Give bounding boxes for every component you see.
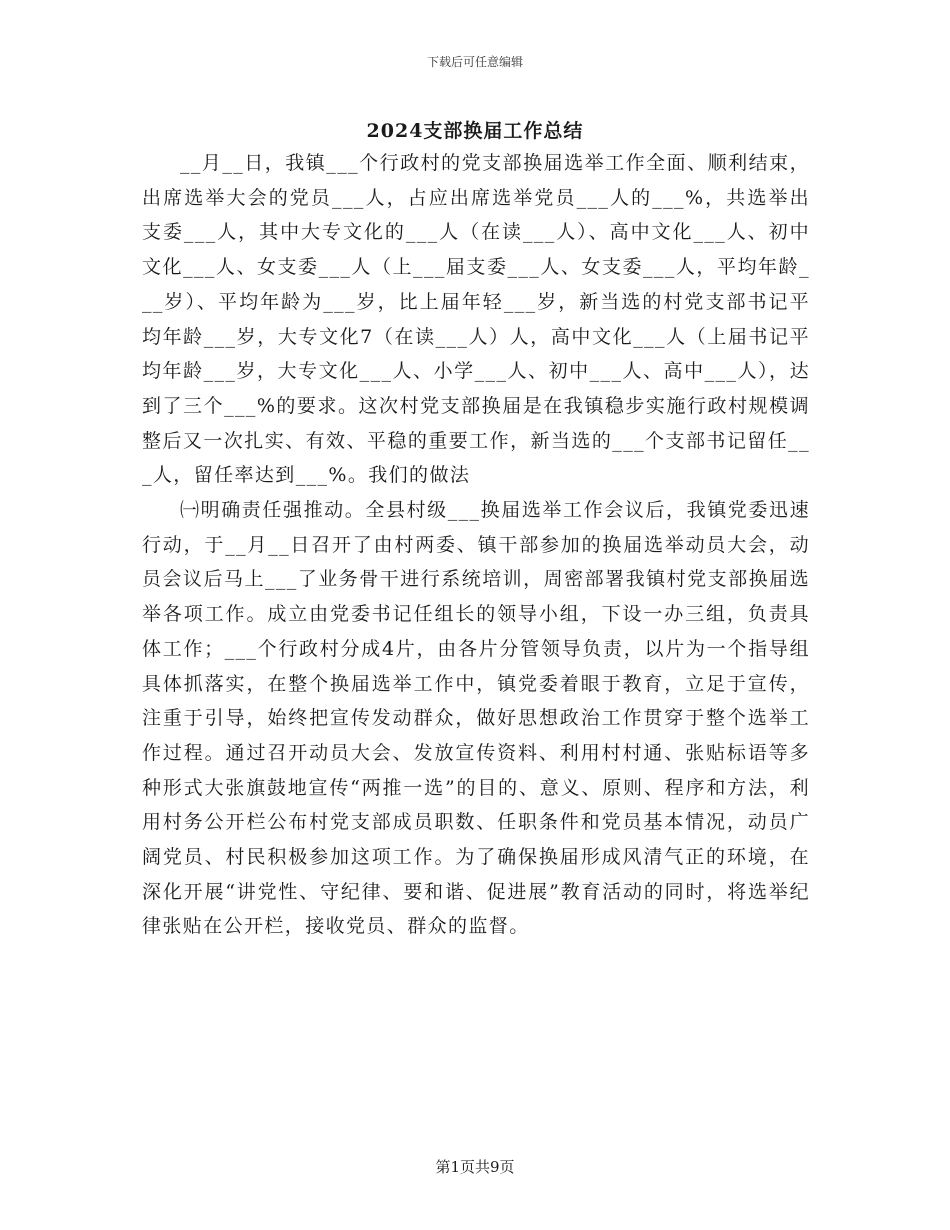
paragraph-responsibility: ㈠明确责任强推动。全县村级___换届选举工作会议后，我镇党委迅速行动，于__月__日召开了由村两委、镇干部参加的换届选举动员大会，动员会议后马上___了业务骨干进行系统培训，周密部署我镇村党支部换届选举各项工作。成立由党委书记任组长的领导小组，下设一办三组，负责具体工作；___个行政村分成4片，由各片分管领导负责，以片为一个指导组具体抓落实，在整个换届选举工作中，镇党委着眼于教育，立足于宣传，注重于引导，始终把宣传发动群众，做好思想政治工作贯穿于整个选举工作过程。通过召开动员大会、发放宣传资料、利用村村通、张贴标语等多种形式大张旗鼓地宣传“两推一选”的目的、意义、原则、程序和方法，利用村务公开栏公布村党支部成员职数、任职条件和党员基本情况，动员广阔党员、村民积极参加这项工作。为了确保换届形成风清气正的环境，在深化开展“讲党性、守纪律、要和谐、促进展”教育活动的同时，将选举纪律张贴在公开栏，接收党员、群众的监督。 <box>142 499 810 938</box>
page-number: 第1页共9页 <box>435 1158 515 1176</box>
paragraph-summary: __月__日，我镇___个行政村的党支部换届选举工作全面、顺利结束，出席选举大会的党员___人，占应出席选举党员___人的___%，共选举出支委___人，其中大专文化的___人（在读___人）、高中文化___人、初中文化___人、女支委___人（上___届支委___人、女支委___人，平均年龄___岁）、平均年龄为___岁，比上届年轻___岁，新当选的村党支部书记平均年龄___岁，大专文化7（在读___人）人，高中文化___人（上届书记平均年龄___岁，大专文化___人、小学___人、初中___人、高中___人），达到了三个___%的要求。这次村党支部换届是在我镇稳步实施行政村规模调整后又一次扎实、有效、平稳的重要工作，新当选的___个支部书记留任___人，留任率达到___%。我们的做法 <box>142 152 810 487</box>
page-header-note: 下载后可任意编辑 <box>426 55 523 69</box>
document-title: 2024支部换届工作总结 <box>366 120 584 142</box>
document-body <box>142 146 810 944</box>
